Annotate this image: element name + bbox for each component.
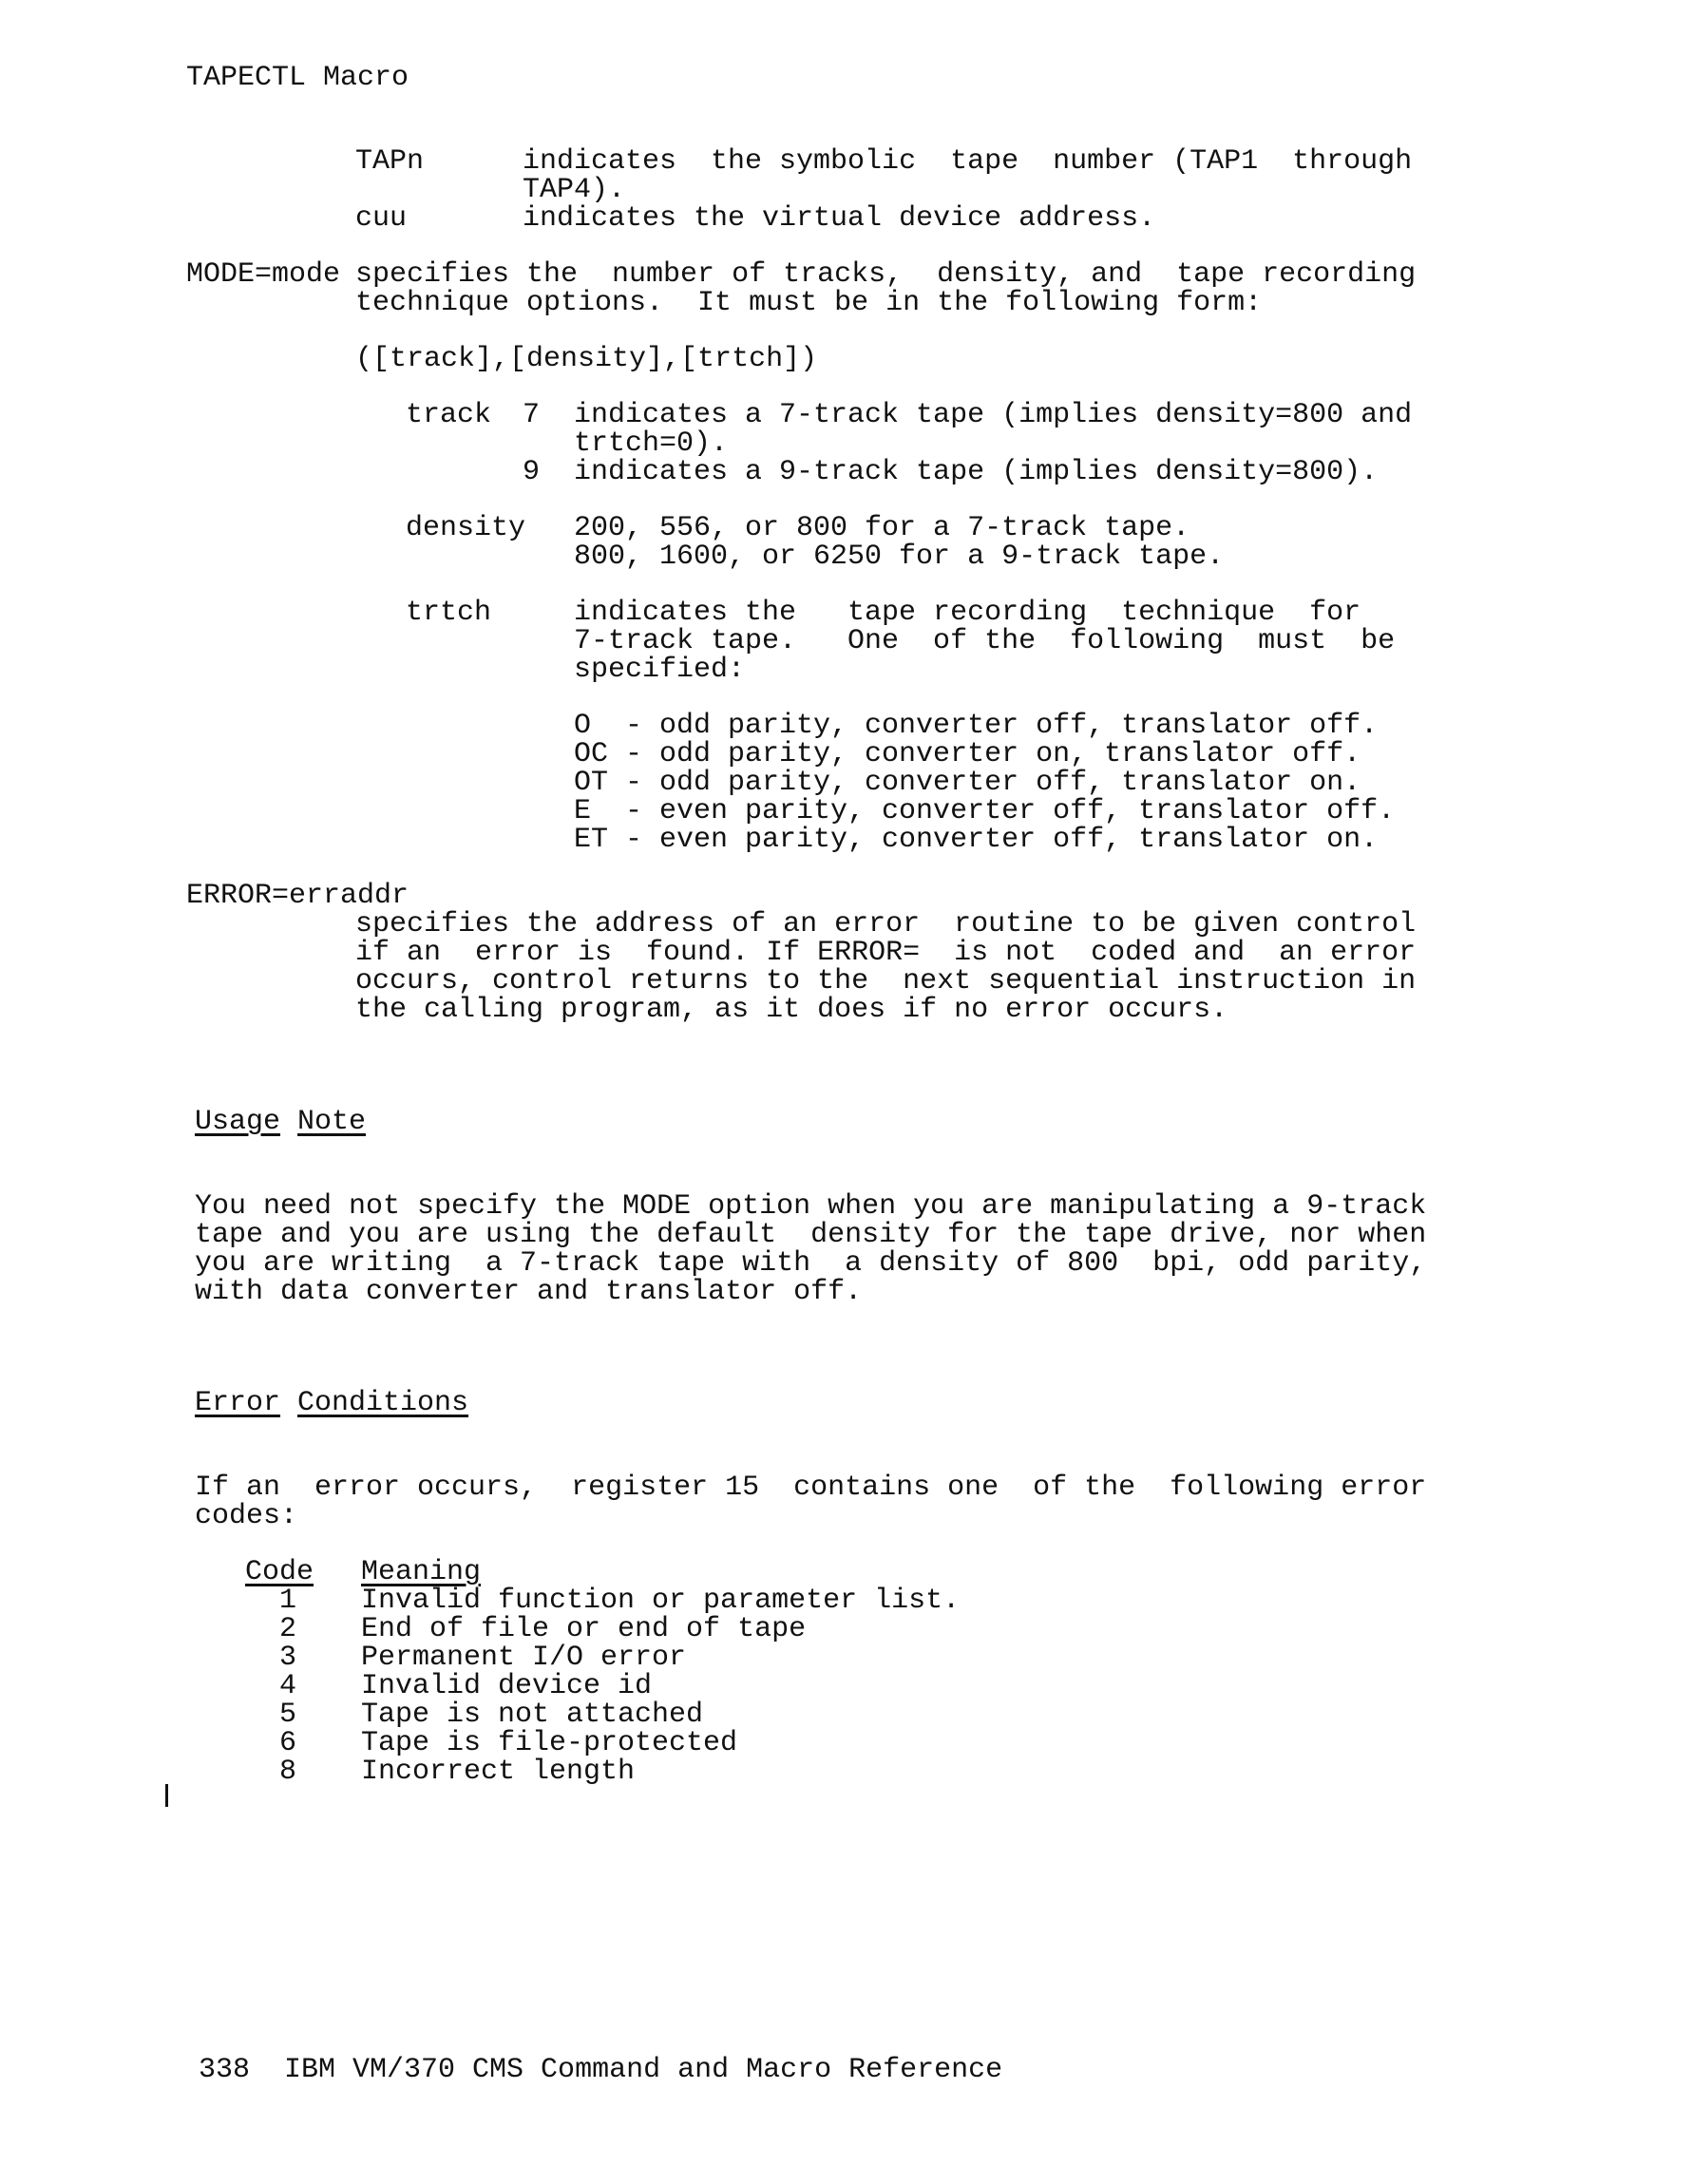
operand-cuu-term: cuu <box>355 202 408 235</box>
mode-track-9-desc: indicates a 9-track tape (implies density=800). <box>574 456 1379 488</box>
page-footer: 338 IBM VM/370 CMS Command and Macro Reference <box>199 2054 1003 2086</box>
error-meaning: Permanent I/O error <box>361 1642 687 1674</box>
error-meaning: Tape is file-protected <box>361 1727 738 1759</box>
trtch-option: ET - even parity, converter off, translator on. <box>574 824 1379 856</box>
trtch-option: OT - odd parity, converter off, translator on. <box>574 767 1361 799</box>
usage-note-line: you are writing a 7-track tape with a density of 800 bpi, odd parity, <box>195 1247 1427 1280</box>
usage-note-line: You need not specify the MODE option when you are manipulating a 9-track <box>195 1190 1427 1223</box>
operand-tapn-desc-line2: TAP4). <box>523 174 626 206</box>
mode-density-label: density <box>406 512 526 544</box>
error-code: 3 <box>279 1642 297 1674</box>
error-conditions-heading <box>195 1389 468 1417</box>
trtch-option: OC - odd parity, converter on, translator off. <box>574 738 1361 770</box>
operand-tapn-term: TAPn <box>355 145 425 178</box>
error-conditions-heading-word2: Conditions <box>297 1387 469 1419</box>
trtch-option: O - odd parity, converter off, translator off. <box>574 710 1379 742</box>
mode-density-desc-line1: 200, 556, or 800 for a 7-track tape. <box>574 512 1190 544</box>
mode-trtch-desc-line3: specified: <box>574 654 746 686</box>
operand-error-desc-line: occurs, control returns to the next sequential instruction in <box>355 965 1417 997</box>
mode-track-9-value: 9 <box>523 456 541 488</box>
operand-mode-desc-line1: specifies the number of tracks, density, and tape recording <box>355 258 1417 291</box>
operand-error-term: ERROR=erraddr <box>186 880 409 912</box>
error-code: 8 <box>279 1756 297 1788</box>
mode-trtch-label: trtch <box>406 597 492 629</box>
error-meaning: Incorrect length <box>361 1756 636 1788</box>
mode-track-label: track <box>406 399 492 431</box>
mode-track-7-desc-line1: indicates a 7-track tape (implies density=800 and <box>574 399 1413 431</box>
operand-tapn-desc-line1: indicates the symbolic tape number (TAP1 through <box>523 145 1413 178</box>
error-conditions-heading-word1: Error <box>195 1387 281 1419</box>
mode-track-7-value: 7 <box>523 399 541 431</box>
mode-trtch-desc-line2: 7-track tape. One of the following must be <box>574 625 1396 657</box>
usage-note-line: tape and you are using the default density for the tape drive, nor when <box>195 1219 1427 1251</box>
operand-mode-desc-line2: technique options. It must be in the following form: <box>355 287 1263 319</box>
error-conditions-intro-line1: If an error occurs, register 15 contains one of the following error <box>195 1472 1427 1504</box>
error-code: 6 <box>279 1727 297 1759</box>
running-header: TAPECTL Macro <box>186 62 409 94</box>
operand-error-desc-line: specifies the address of an error routine to be given control <box>355 908 1417 940</box>
error-meaning: Tape is not attached <box>361 1699 704 1731</box>
usage-note-heading <box>195 1108 366 1136</box>
error-code: 1 <box>279 1585 297 1617</box>
mode-trtch-desc-line1: indicates the tape recording technique for <box>574 597 1361 629</box>
operand-error-desc-line: the calling program, as it does if no error occurs. <box>355 994 1228 1026</box>
error-meaning-header: Meaning <box>361 1556 482 1588</box>
error-meaning: Invalid device id <box>361 1670 653 1702</box>
error-code: 5 <box>279 1699 297 1731</box>
operand-error-desc-line: if an error is found. If ERROR= is not coded and an error <box>355 937 1417 969</box>
usage-note-heading-word2: Note <box>297 1106 367 1138</box>
error-meaning: End of file or end of tape <box>361 1613 807 1645</box>
usage-note-heading-word1: Usage <box>195 1106 281 1138</box>
error-code: 2 <box>279 1613 297 1645</box>
usage-note-line: with data converter and translator off. <box>195 1276 863 1308</box>
error-conditions-intro-line2: codes: <box>195 1500 298 1532</box>
error-code-header: Code <box>245 1556 314 1588</box>
error-code: 4 <box>279 1670 297 1702</box>
operand-mode-term: MODE=mode <box>186 258 341 291</box>
revision-change-bar <box>165 1784 168 1807</box>
mode-density-desc-line2: 800, 1600, or 6250 for a 9-track tape. <box>574 541 1225 573</box>
error-meaning: Invalid function or parameter list. <box>361 1585 961 1617</box>
operand-cuu-desc: indicates the virtual device address. <box>523 202 1156 235</box>
mode-track-7-desc-line2: trtch=0). <box>574 427 729 460</box>
operand-mode-format: ([track],[density],[trtch]) <box>355 343 818 375</box>
trtch-option: E - even parity, converter off, translator off. <box>574 795 1396 827</box>
